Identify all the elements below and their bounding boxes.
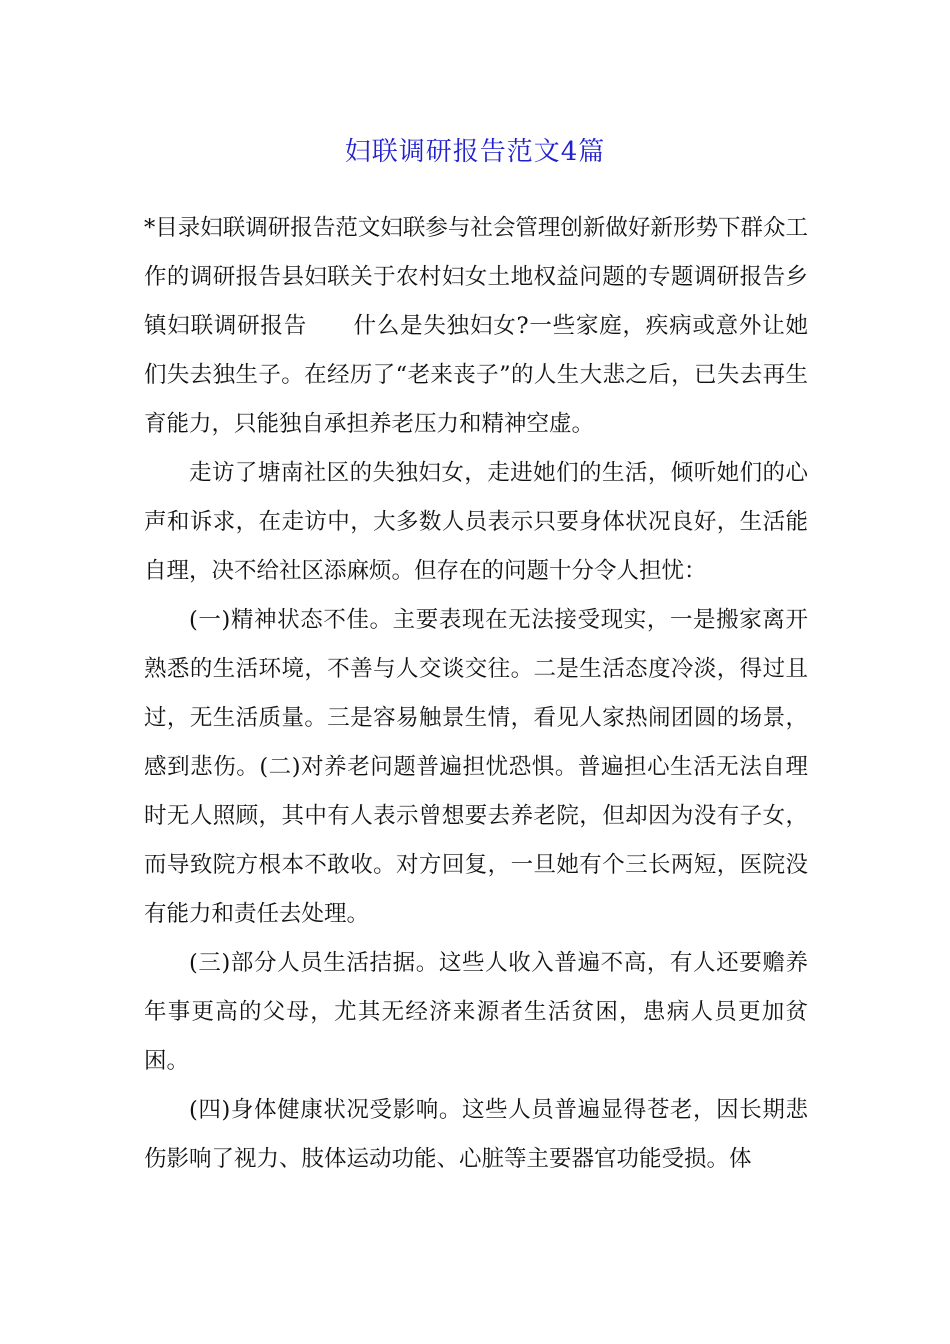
paragraph-problem-3: (三)部分人员生活拮据。这些人收入普遍不高，有人还要赡养年事更高的父母，尤其无经济来源者生活贫困，患病人员更加贫困。 xyxy=(144,950,808,1074)
paragraph-visit: 走访了塘南社区的失独妇女，走进她们的生活，倾听她们的心声和诉求，在走访中，大多数人员表示只要身体状况良好，生活能自理，决不给社区添麻烦。但存在的问题十分令人担忧： xyxy=(144,460,808,584)
document-body xyxy=(144,204,808,1184)
paragraph-intro: *目录妇联调研报告范文妇联参与社会管理创新做好新形势下群众工作的调研报告县妇联关于农村妇女土地权益问题的专题调研报告乡镇妇联调研报告 什么是失独妇女?一些家庭，疾病或意外让她们失去独生子。在经历了“老来丧子”的人生大悲之后，已失去再生育能力，只能独自承担养老压力和精神空虚。 xyxy=(144,215,808,437)
paragraph-problem-1-2: (一)精神状态不佳。主要表现在无法接受现实，一是搬家离开熟悉的生活环境，不善与人交谈交往。二是生活态度冷淡，得过且过，无生活质量。三是容易触景生情，看见人家热闹团圆的场景，感到悲伤。(二)对养老问题普遍担忧恐惧。普遍担心生活无法自理时无人照顾，其中有人表示曾想要去养老院，但却因为没有子女，而导致院方根本不敢收。对方回复，一旦她有个三长两短，医院没有能力和责任去处理。 xyxy=(144,607,808,927)
paragraph-problem-4: (四)身体健康状况受影响。这些人员普遍显得苍老，因长期悲伤影响了视力、肢体运动功能、心脏等主要器官功能受损。体 xyxy=(144,1097,808,1172)
document-title: 妇联调研报告范文4篇 xyxy=(344,137,606,167)
